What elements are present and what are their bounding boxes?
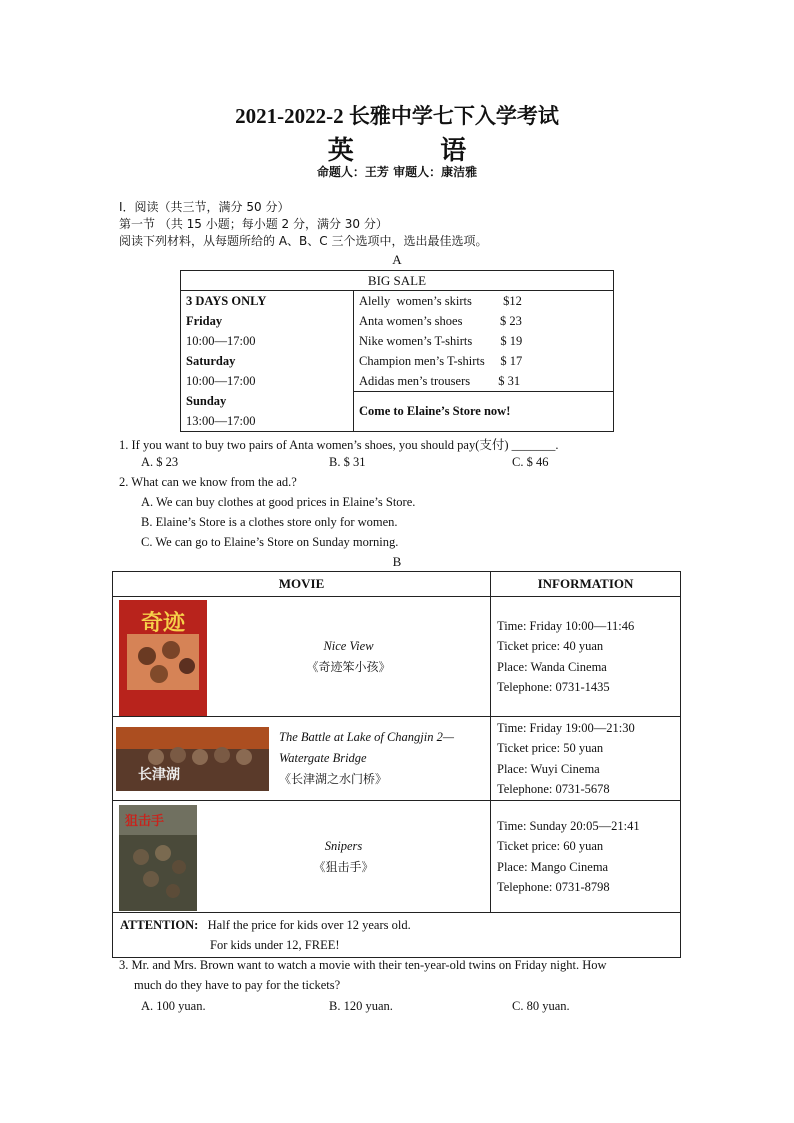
- schedule-line: Saturday: [186, 354, 236, 368]
- schedule-line: Friday: [186, 314, 223, 328]
- info-time: Time: Sunday 20:05—21:41: [497, 818, 640, 833]
- attention-note: [113, 913, 681, 958]
- schedule-line: Sunday: [186, 394, 227, 408]
- schedule-line: 10:00—17:00: [186, 374, 256, 388]
- info-price: Ticket price: 60 yuan: [497, 839, 604, 853]
- poster-title-text: 狙击手: [125, 813, 165, 829]
- schedule-line: 3 DAYS ONLY: [186, 294, 267, 308]
- authors-line: 命题人：王芳 审题人：康洁雅: [316, 165, 478, 179]
- sale-schedule: [181, 291, 354, 432]
- info-time: Time: Friday 10:00—11:46: [497, 618, 635, 633]
- movie-cell: [113, 801, 491, 913]
- big-sale-title: BIG SALE: [181, 271, 614, 291]
- movie-title-en: Nice View: [323, 638, 374, 653]
- info-place: Place: Wuyi Cinema: [497, 761, 600, 776]
- sale-item: Champion men’s T-shirts $ 17: [359, 354, 523, 368]
- section-instruction: 阅读下列材料，从每题所给的 A、B、C 三个选项中，选出最佳选项。: [119, 234, 488, 248]
- movie-column-header: MOVIE: [113, 572, 491, 597]
- info-time: Time: Friday 19:00—21:30: [497, 720, 635, 735]
- question-3-line-2: much do they have to pay for the tickets?: [134, 978, 341, 992]
- info-phone: Telephone: 0731-5678: [497, 782, 610, 796]
- attention-line-1: Half the price for kids over 12 years old.: [207, 918, 411, 932]
- subject-title: 英 语: [327, 136, 507, 165]
- schedule-line: 13:00—17:00: [186, 414, 256, 428]
- info-price: Ticket price: 50 yuan: [497, 741, 604, 755]
- movie-poster-image: [119, 805, 197, 911]
- movie-info: [491, 801, 681, 913]
- section-heading: I．阅读（共三节，满分 50 分）: [119, 200, 290, 214]
- info-phone: Telephone: 0731-8798: [497, 880, 610, 894]
- part-a-label: A: [392, 252, 402, 267]
- store-slogan: Come to Elaine’s Store now!: [354, 392, 614, 432]
- schedule-line: 10:00—17:00: [186, 334, 256, 348]
- question-2: 2. What can we know from the ad.?: [119, 475, 297, 489]
- q2-option-c: C. We can go to Elaine’s Store on Sunday morning.: [141, 535, 399, 549]
- question-1: 1. If you want to buy two pairs of Anta women’s shoes, you should pay(支付) _______.: [119, 438, 559, 452]
- movie-poster-image: [119, 600, 207, 716]
- info-price: Ticket price: 40 yuan: [497, 639, 604, 653]
- movie-cell: [113, 717, 491, 801]
- movie-title-en: The Battle at Lake of Changjin 2—: [279, 730, 454, 744]
- movie-info: [491, 597, 681, 717]
- movie-poster-image: [116, 727, 269, 791]
- poster-title-text: 长津湖: [138, 766, 180, 783]
- q2-option-b: B. Elaine’s Store is a clothes store only for women.: [141, 515, 398, 529]
- q1-option-b: B. $ 31: [329, 455, 366, 469]
- q3-option-c: C. 80 yuan.: [512, 999, 570, 1013]
- info-place: Place: Wanda Cinema: [497, 659, 607, 674]
- movie-title-en: Snipers: [324, 838, 363, 853]
- q3-option-b: B. 120 yuan.: [329, 999, 393, 1013]
- sale-items: [354, 291, 614, 392]
- movie-cell: [113, 597, 491, 717]
- exam-title: 2021-2022-2 长雅中学七下入学考试: [235, 104, 559, 128]
- movie-title-en-line2: Watergate Bridge: [279, 751, 367, 765]
- movie-title-cn: 《奇迹笨小孩》: [306, 659, 391, 674]
- section-subheading: 第一节 （共 15 小题；每小题 2 分，满分 30 分）: [119, 217, 388, 231]
- q3-option-a: A. 100 yuan.: [141, 999, 206, 1013]
- movie-table: [112, 571, 681, 958]
- movie-title-cn: 《长津湖之水门桥》: [279, 772, 388, 786]
- sale-item: Anta women’s shoes $ 23: [359, 314, 522, 328]
- poster-title-text: 奇迹: [140, 610, 186, 636]
- sale-item: Alelly women’s skirts $12: [359, 294, 522, 308]
- info-phone: Telephone: 0731-1435: [497, 680, 610, 694]
- movie-title-cn: 《狙击手》: [313, 859, 374, 874]
- q1-option-a: A. $ 23: [141, 455, 179, 469]
- movie-info: [491, 717, 681, 801]
- sale-item: Adidas men’s trousers $ 31: [359, 374, 521, 388]
- info-column-header: INFORMATION: [491, 572, 681, 597]
- question-3: 3. Mr. and Mrs. Brown want to watch a movie with their ten-year-old twins on Friday night. How: [119, 958, 607, 972]
- q2-option-a: A. We can buy clothes at good prices in Elaine’s Store.: [141, 495, 416, 509]
- attention-label: ATTENTION:: [120, 918, 199, 932]
- q1-option-c: C. $ 46: [512, 455, 549, 469]
- info-place: Place: Mango Cinema: [497, 859, 609, 874]
- sale-item: Nike women’s T-shirts $ 19: [359, 334, 523, 348]
- attention-line-2: For kids under 12, FREE!: [210, 938, 340, 952]
- big-sale-table: [180, 270, 614, 432]
- part-b-label: B: [392, 554, 402, 569]
